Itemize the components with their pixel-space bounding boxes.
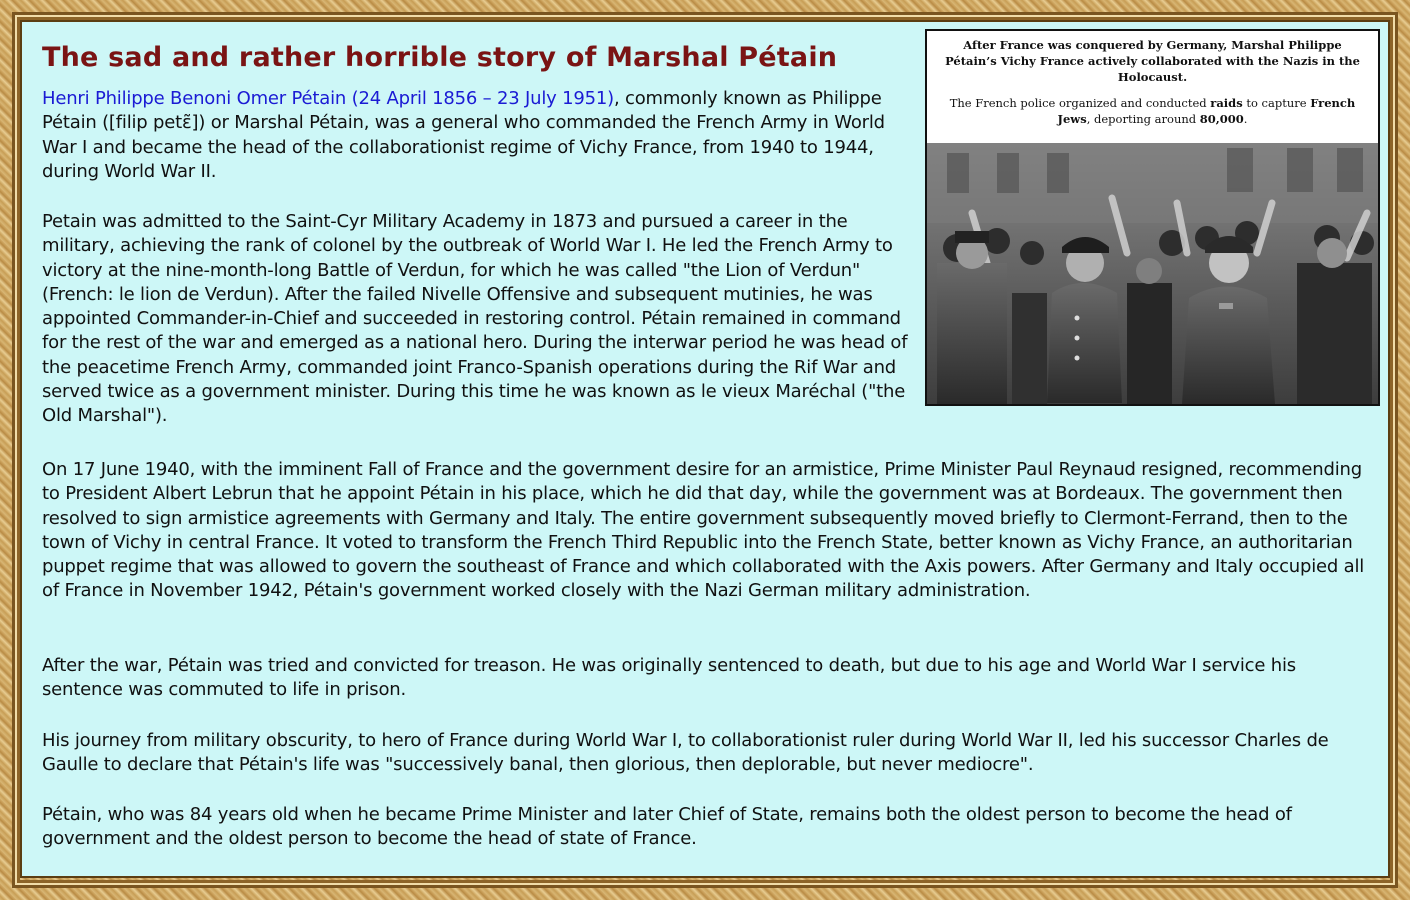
figure-caption (927, 31, 1378, 143)
paragraph-de-gaulle: His journey from military obscurity, to hero of France during World War I, to collaborationist ruler during World War II, led his successor Charles de Gaulle to declare that Pétain's life was "successively banal, then glorious, then deplorable, but never mediocre". (42, 730, 1329, 776)
historical-photo (927, 143, 1378, 404)
paragraph-1940: On 17 June 1940, with the imminent Fall of France and the government desire for an armistice, Prime Minister Paul Reynaud resigned, recommending to President Albert Lebrun that he appoint Pétain in his place, which he did that day, while the government was at Bordeaux. The government then resolved to sign armistice agreements with Germany and Italy. The entire government subsequently moved briefly to Clermont-Ferrand, then to the town of Vichy in central France. It voted to transform the French Third Republic into the French State, better known as Vichy France, an authoritarian puppet regime that was allowed to govern the southeast of France and which collaborated with the Axis powers. After Germany and Italy occupied all of France in November 1942, Pétain's government worked closely with the Nazi German military administration. (42, 459, 1365, 602)
photo-figure (925, 29, 1380, 406)
paragraph-oldest: Pétain, who was 84 years old when he became Prime Minister and later Chief of State, remains both the oldest person to become the head of government and the oldest person to become the head of state of France. (42, 804, 1292, 850)
intro-rest: , commonly known as Philippe Pétain ([filip petɛ̃]) or Marshal Pétain, was a general who commanded the French Army in World War I and became the head of the collaborationist regime of Vichy France, from 1940 to 1944, during World War II. (42, 88, 885, 182)
paragraph-trial: After the war, Pétain was tried and convicted for treason. He was originally sentenced to death, but due to his age and World War I service his sentence was commuted to life in prison. (42, 655, 1296, 701)
page-title: The sad and rather horrible story of Marshal Pétain (42, 42, 838, 73)
paragraph-intro (42, 87, 922, 184)
caption-heading: After France was conquered by Germany, Marshal Philippe Pétain’s Vichy France actively collaborated with the Nazis in the Holocaust. (945, 38, 1360, 84)
caption-body: The French police organized and conducted raids to capture French Jews, deporting around 80,000. (949, 96, 1356, 126)
intro-lead: Henri Philippe Benoni Omer Pétain (24 April 1856 – 23 July 1951) (42, 88, 614, 109)
photo-illustration (927, 143, 1378, 404)
paragraph-career: Petain was admitted to the Saint-Cyr Military Academy in 1873 and pursued a career in the military, achieving the rank of colonel by the outbreak of World War I. He led the French Army to victory at the nine-month-long Battle of Verdun, for which he was called "the Lion of Verdun" (French: le lion de Verdun). After the failed Nivelle Offensive and subsequent mutinies, he was appointed Commander-in-Chief and succeeded in restoring control. Pétain remained in command for the rest of the war and emerged as a national hero. During the interwar period he was head of the peacetime French Army, commanded joint Franco-Spanish operations during the Rif War and served twice as a government minister. During this time he was known as le vieux Maréchal ("the Old Marshal"). (42, 211, 908, 427)
